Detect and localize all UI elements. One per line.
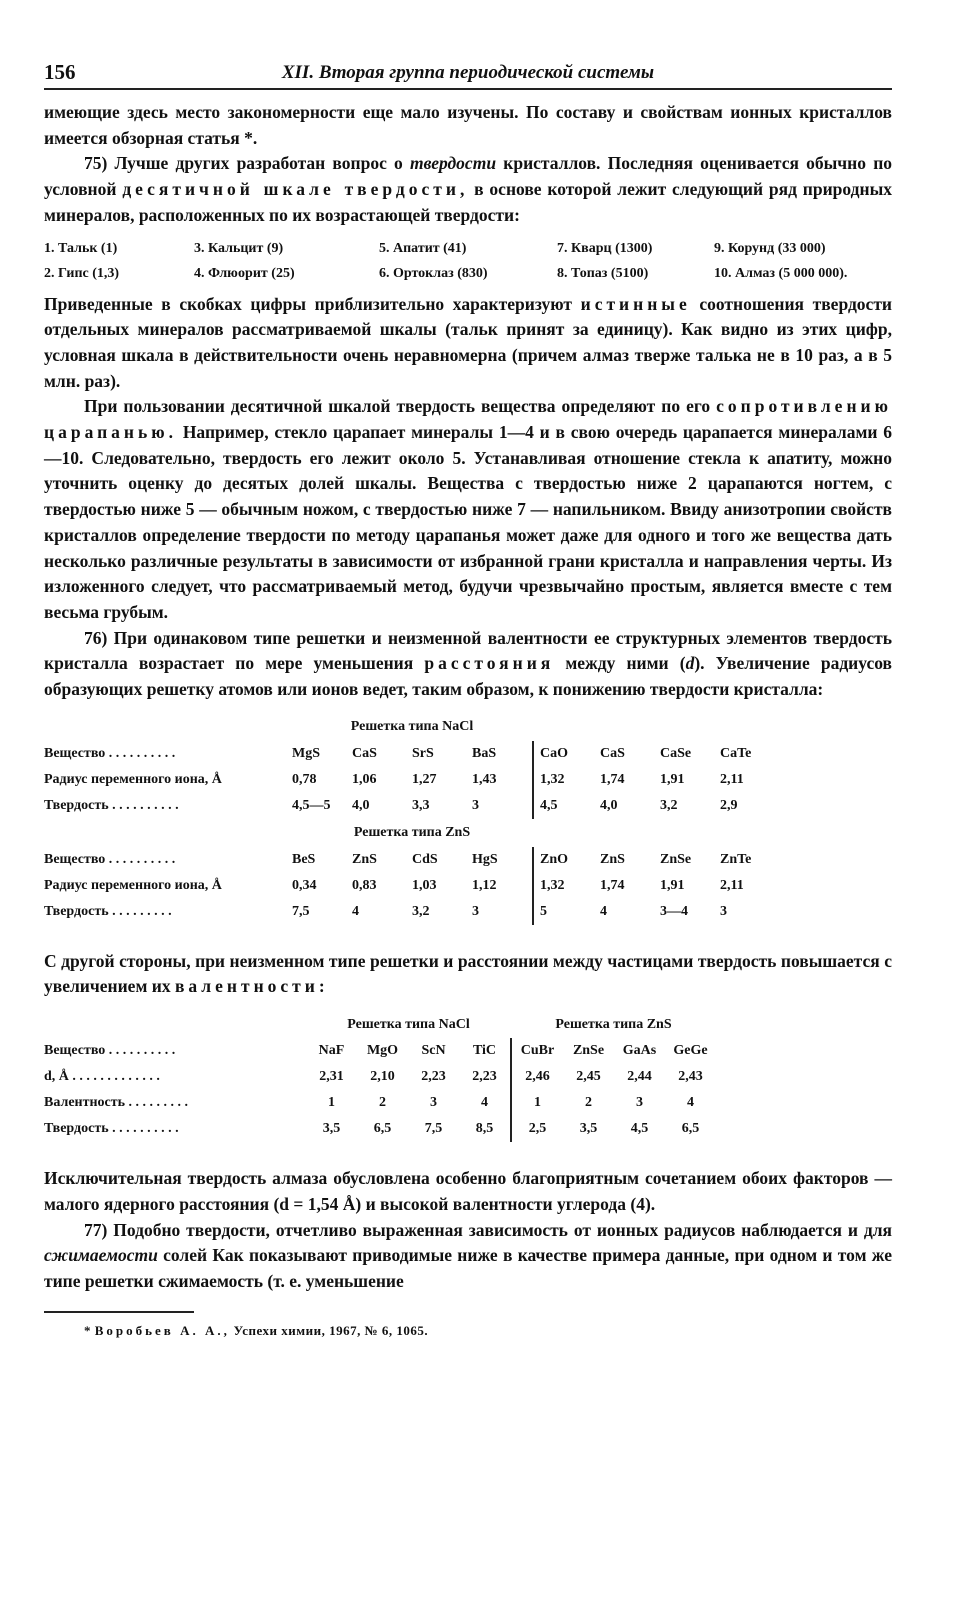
- running-title: XII. Вторая группа периодической системы: [281, 62, 655, 83]
- spaced-term: расстояния: [424, 653, 555, 674]
- list-item: 1. Тальк (1): [44, 240, 118, 256]
- table-row: Вещество . . . . . . . . . . MgS CaS SrS BaS CaO CaS CaSe CaTe: [44, 741, 780, 767]
- table-row: Вещество . . . . . . . . . . NaF MgO ScN TiC CuBr ZnSe GaAs GeGe: [44, 1038, 716, 1064]
- table-row: Радиус переменного иона, Å 0,34 0,83 1,03 1,12 1,32 1,74 1,91 2,11: [44, 873, 780, 899]
- list-item: 2. Гипс (1,3): [44, 265, 120, 281]
- table-row: Радиус переменного иона, Å 0,78 1,06 1,27 1,43 1,32 1,74 1,91 2,11: [44, 767, 780, 793]
- spaced-term: десятичной шкале твердости,: [122, 179, 469, 200]
- footnote: [44, 1323, 892, 1339]
- list-item: 10. Алмаз (5 000 000).: [714, 265, 848, 281]
- footnote-author: Воробьев А. А.,: [94, 1322, 230, 1338]
- spaced-term: валентности:: [174, 976, 329, 997]
- table-caption: Решетка типа ZnS: [353, 824, 471, 840]
- paragraph-number: 77): [84, 1219, 108, 1240]
- hardness-radius-table: [44, 713, 780, 925]
- paragraph-scratch: При пользовании десятичной шкалой твердость вещества определяют по его сопротивлению царапанью. Например, стекло царапает минералы 1—4 и в свою очередь царапается минералами 6—10. Следовательно, твердость его лежит около 5. Устанавливая отношение стекла к апатиту, можно уточнить оценку до десятых долей шкалы. Вещества с твердостью ниже 2 царапаются ногтем, с твердостью ниже 5 — обычным ножом, с твердостью ниже 7 — напильником. Ввиду анизотропии свойств кристаллов определение твердости по методу царапанья может даже для одного и того же вещества дать несколько различные результаты в зависимости от избранной грани кристалла и направления черты. Из изложенного следует, что рассматриваемый метод, будучи чрезвычайно простым, является вместе с тем весьма грубым.: [44, 396, 893, 622]
- page: [44, 58, 892, 1339]
- list-item: 6. Ортоклаз (830): [379, 265, 488, 281]
- page-number: 156: [44, 60, 76, 84]
- mineral-scale-list: [44, 241, 892, 282]
- paragraph-75: 75) Лучше других разработан вопрос о твердости кристаллов. Последняя оценивается обычно по условной десятичной шкале твердости, в основе которой лежит следующий ряд природных минералов, расположенных по их возрастающей твердости:: [44, 153, 893, 225]
- paragraph-number: 76): [84, 627, 108, 648]
- paragraph-77: 77) Подобно твердости, отчетливо выраженная зависимость от ионных радиусов наблюдается и для сжимаемости солей Как показывают приводимые ниже в качестве примера данные, при одном и том же типе решетки сжимаемость (т. е. уменьшение: [44, 1219, 892, 1291]
- table-row: Твердость . . . . . . . . . . 3,5 6,5 7,5 8,5 2,5 3,5 4,5 6,5: [44, 1116, 716, 1142]
- table-caption: Решетка типа ZnS: [555, 1017, 672, 1033]
- page-header: [44, 58, 892, 90]
- hardness-valence-table: [44, 1012, 716, 1142]
- paragraph-valence: С другой стороны, при неизменном типе решетки и расстоянии между частицами твердость повышается с увеличением их валентности:: [44, 950, 892, 997]
- table-row: Валентность . . . . . . . . . 1 2 3 4 1 2 3 4: [44, 1090, 716, 1116]
- table-row: Твердость . . . . . . . . . 7,5 4 3,2 3 5 4 3—4 3: [44, 899, 780, 925]
- paragraph-number: 75): [84, 153, 108, 174]
- list-item: 9. Корунд (33 000): [714, 240, 826, 256]
- table-caption: Решетка типа NaCl: [347, 1017, 470, 1033]
- emphasis-term: сжимаемости: [44, 1245, 158, 1266]
- table-row: d, Å . . . . . . . . . . . . . 2,31 2,10 2,23 2,23 2,46 2,45 2,44 2,43: [44, 1064, 716, 1090]
- list-item: 4. Флюорит (25): [194, 265, 295, 281]
- list-item: 7. Кварц (1300): [557, 240, 653, 256]
- table-caption-row: [44, 819, 780, 847]
- list-item: 8. Топаз (5100): [557, 265, 649, 281]
- footnote-text: Успехи химии, 1967, № 6, 1065.: [233, 1322, 429, 1338]
- list-item: 5. Апатит (41): [379, 240, 467, 256]
- spaced-term: сопротивлению царапанью.: [44, 396, 892, 443]
- footnote-mark: *: [84, 1322, 91, 1338]
- table-row: Твердость . . . . . . . . . . 4,5—5 4,0 3,3 3 4,5 4,0 3,2 2,9: [44, 793, 780, 819]
- footnote-rule: [44, 1311, 194, 1313]
- paragraph-diamond: Исключительная твердость алмаза обусловлена особенно благоприятным сочетанием обоих факторов — малого ядерного расстояния (d = 1,54 Å) и высокой валентности углерода (4).: [44, 1168, 892, 1214]
- paragraph-intro: имеющие здесь место закономерности еще мало изучены. По составу и свойствам ионных кристаллов имеется обзорная статья *.: [44, 102, 892, 148]
- table-caption-row: [44, 1012, 716, 1038]
- list-item: 3. Кальцит (9): [194, 240, 284, 256]
- spaced-term: истинные: [580, 293, 691, 314]
- table-caption: Решетка типа NaCl: [350, 718, 474, 734]
- paragraph-true-ratios: Приведенные в скобках цифры приблизительно характеризуют истинные соотношения твердости отдельных минералов рассматриваемой шкалы (тальк принят за единицу). Как видно из этих цифр, условная шкала в действительности очень неравномерна (причем алмаз тверже талька не в 10 раз, а в 5 млн. раз).: [44, 293, 893, 391]
- table-caption-row: [44, 713, 780, 741]
- table-row: Вещество . . . . . . . . . . BeS ZnS CdS HgS ZnO ZnS ZnSe ZnTe: [44, 847, 780, 873]
- paragraph-76: 76) При одинаковом типе решетки и неизменной валентности ее структурных элементов твердость кристалла возрастает по мере уменьшения расстояния между ними (d). Увеличение радиусов образующих решетку атомов или ионов ведет, таким образом, к понижению твердости кристалла:: [44, 627, 892, 700]
- emphasis-term: твердости: [410, 153, 497, 174]
